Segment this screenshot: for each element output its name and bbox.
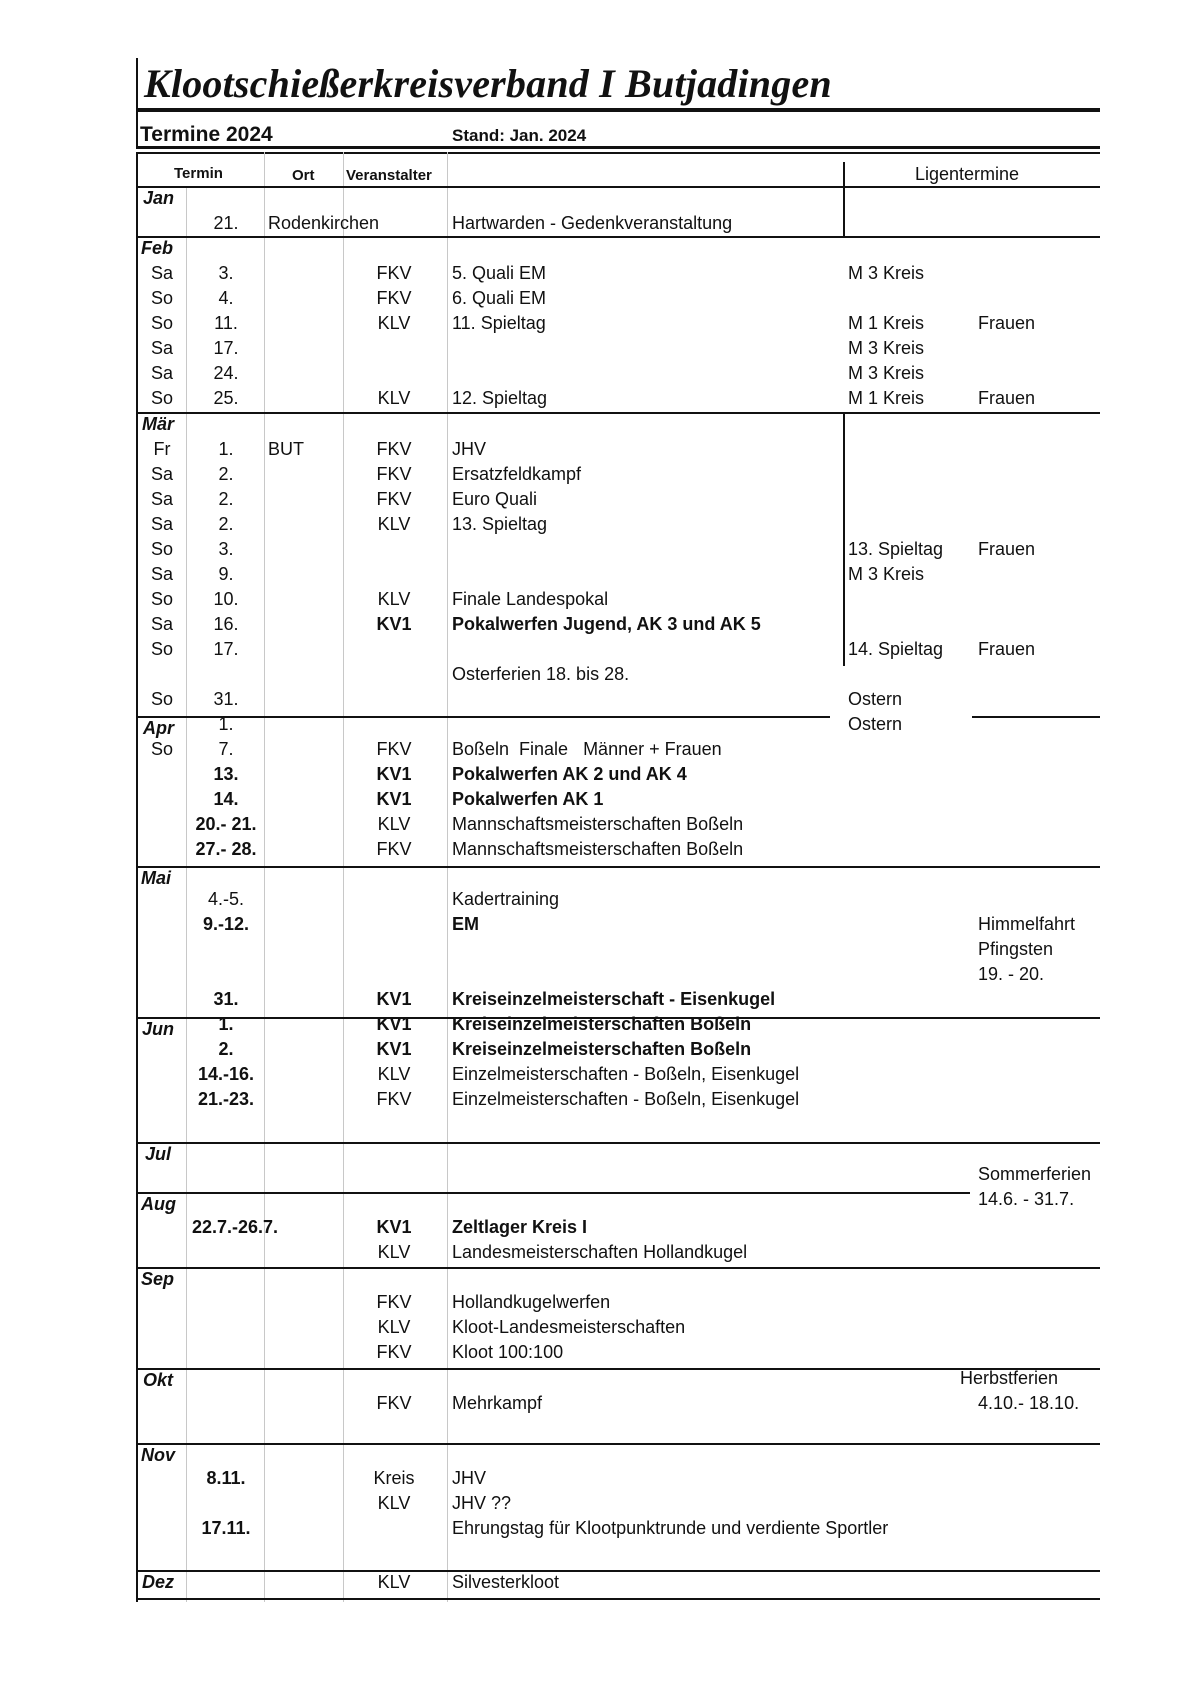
month-label: Apr [143,718,174,738]
row-event: Silvesterkloot [452,1572,560,1592]
row-date: 9. [218,564,234,584]
row-event: Landesmeisterschaften Hollandkugel [452,1242,748,1262]
title-left-rule [136,58,138,110]
stand-date: Stand: Jan. 2024 [452,126,587,145]
row-event: 11. Spieltag [452,313,546,333]
row-veranstalter: FKV [376,1393,412,1413]
row-date: 20.- 21. [195,814,257,834]
row-veranstalter: FKV [376,1089,412,1109]
row-event: Kadertraining [452,889,560,909]
row-date: 24. [213,363,239,383]
row-event: Mannschaftsmeisterschaften Boßeln [452,839,744,859]
row-event: JHV [452,1468,487,1488]
row-date: 17.11. [201,1518,251,1538]
row-veranstalter: KLV [377,1493,411,1513]
month-separator-aug [136,1192,970,1194]
row-event: Mehrkampf [452,1393,543,1413]
row-veranstalter: KLV [377,1572,411,1592]
month-separator-dez [136,1570,1100,1572]
row-event: EM [452,914,479,934]
row-liga: 14. Spieltag [848,639,944,659]
row-date: 21.-23. [197,1089,255,1109]
month-separator-okt [136,1368,1100,1370]
row-liga-frauen: Frauen [978,388,1036,408]
row-date: 31. [213,689,239,709]
table-left-border [136,152,138,1602]
row-veranstalter: KV1 [376,614,412,634]
row-veranstalter: FKV [376,464,412,484]
row-veranstalter: FKV [376,263,412,283]
row-veranstalter: KV1 [376,1039,412,1059]
row-weekday: So [150,689,174,709]
table-top-border [136,152,1100,154]
row-weekday: Sa [150,464,174,484]
row-event: Hollandkugelwerfen [452,1292,611,1312]
row-veranstalter: FKV [376,1292,412,1312]
row-liga-frauen: Frauen [978,313,1036,333]
title-underline [136,108,1100,112]
row-veranstalter: KLV [377,313,411,333]
month-label: Dez [142,1572,175,1592]
row-veranstalter: KLV [377,589,411,609]
row-date: 1. [218,439,234,459]
row-date: 27.- 28. [195,839,257,859]
row-date: 1. [218,714,234,734]
row-event: Pokalwerfen AK 2 und AK 4 [452,764,687,784]
row-date: 2. [218,464,234,484]
row-veranstalter: KLV [377,1064,411,1084]
row-liga: M 3 Kreis [848,363,925,383]
row-event: Einzelmeisterschaften - Boßeln, Eisenkugel [452,1064,800,1084]
row-weekday: So [150,288,174,308]
subtitle-underline [136,146,1100,149]
row-date: 13. [213,764,239,784]
row-veranstalter: KV1 [376,1014,412,1034]
row-liga: M 3 Kreis [848,338,925,358]
table-bottom-border [136,1598,1100,1600]
row-weekday: Sa [150,564,174,584]
month-label: Feb [141,238,174,258]
row-date: 21. [213,213,239,233]
row-date: 1. [218,1014,234,1034]
header-ort: Ort [292,167,315,184]
row-date: 4.-5. [207,889,245,909]
row-event: Ersatzfeldkampf [452,464,582,484]
row-event: Boßeln Finale Männer + Frauen [452,739,722,759]
row-veranstalter: KLV [377,388,411,408]
month-label: Aug [141,1194,176,1214]
month-separator-mai [136,866,1100,868]
subtitle: Termine 2024 [140,123,273,146]
row-date: 22.7.-26.7. [192,1217,279,1237]
row-date: 2. [218,1039,234,1059]
row-date: 16. [213,614,239,634]
row-event: Euro Quali [452,489,538,509]
row-veranstalter: Kreis [373,1468,415,1488]
row-event: Einzelmeisterschaften - Boßeln, Eisenkugel [452,1089,800,1109]
row-weekday: Sa [150,263,174,283]
row-date: 31. [213,989,239,1009]
row-ort: Rodenkirchen [268,213,380,233]
header-underline [136,186,1100,188]
month-label: Jun [142,1019,175,1039]
row-veranstalter: FKV [376,489,412,509]
row-date: 11. [214,313,238,333]
month-label: Mär [142,414,175,434]
row-veranstalter: FKV [376,839,412,859]
month-label: Jul [145,1144,172,1164]
row-veranstalter: KV1 [376,1217,412,1237]
row-liga: M 1 Kreis [848,388,925,408]
row-veranstalter: FKV [376,739,412,759]
row-date: 3. [218,263,234,283]
row-event: 13. Spieltag [452,514,548,534]
row-weekday: So [150,313,174,333]
row-note: Herbstferien [960,1368,1059,1388]
row-note: 14.6. - 31.7. [978,1189,1075,1209]
row-date: 17. [213,639,239,659]
row-liga-frauen: Frauen [978,639,1036,659]
row-event: Osterferien 18. bis 28. [452,664,630,684]
row-liga-frauen: Frauen [978,539,1036,559]
row-weekday: Sa [150,338,174,358]
header-termin: Termin [174,165,223,182]
row-date: 14. [213,789,239,809]
row-date: 25. [213,388,239,408]
row-veranstalter: FKV [376,288,412,308]
row-weekday: Sa [150,363,174,383]
month-label: Sep [141,1269,175,1289]
row-liga: M 3 Kreis [848,564,925,584]
row-weekday: Sa [150,489,174,509]
header-veranstalter: Veranstalter [346,167,432,184]
row-event: Pokalwerfen Jugend, AK 3 und AK 5 [452,614,761,634]
row-note: Pfingsten [978,939,1054,959]
col-divider-ligen-2 [843,412,845,666]
col-divider-veranstalter [447,152,448,1602]
row-liga: Ostern [848,689,903,709]
row-veranstalter: KLV [377,814,411,834]
row-date: 7. [218,739,234,759]
month-label: Okt [143,1370,174,1390]
month-label: Jan [143,188,175,208]
row-weekday: So [150,388,174,408]
row-date: 9.-12. [202,914,250,934]
row-event: Kreiseinzelmeisterschaft - Eisenkugel [452,989,776,1009]
month-separator-sep [136,1267,1100,1269]
row-weekday: So [150,539,174,559]
row-veranstalter: KV1 [376,789,412,809]
row-liga: M 3 Kreis [848,263,925,283]
row-weekday: So [150,739,174,759]
row-weekday: Sa [150,614,174,634]
col-divider-ort [343,152,344,1602]
row-date: 4. [218,288,234,308]
month-label: Nov [141,1445,176,1465]
row-event: Pokalwerfen AK 1 [452,789,604,809]
row-veranstalter: KLV [377,1317,411,1337]
month-separator-nov [136,1443,1100,1445]
row-veranstalter: KLV [377,1242,411,1262]
subtitle-left-rule [136,112,138,148]
row-date: 10. [213,589,239,609]
row-veranstalter: KV1 [376,989,412,1009]
row-liga: M 1 Kreis [848,313,925,333]
row-date: 2. [218,489,234,509]
row-note: 19. - 20. [978,964,1045,984]
month-label: Mai [141,868,172,888]
row-event: Finale Landespokal [452,589,609,609]
row-weekday: So [150,639,174,659]
row-event: Kreiseinzelmeisterschaften Boßeln [452,1039,752,1059]
row-liga: Ostern [848,714,903,734]
month-separator-mar [136,412,1100,414]
row-event: Hartwarden - Gedenkveranstaltung [452,213,733,233]
row-liga: 13. Spieltag [848,539,944,559]
row-event: 6. Quali EM [452,288,547,308]
month-separator-feb [136,236,1100,238]
row-veranstalter: FKV [376,1342,412,1362]
page-title: Klootschießerkreisverband I Butjadingen [144,61,832,106]
row-date: 3. [218,539,234,559]
header-ligentermine: Ligentermine [915,164,1020,184]
row-veranstalter: KV1 [376,764,412,784]
row-weekday: So [150,589,174,609]
col-divider-ligen-1 [843,162,845,238]
row-weekday: Sa [150,514,174,534]
row-date: 2. [218,514,234,534]
row-event: Kreiseinzelmeisterschaften Boßeln [452,1014,752,1034]
row-veranstalter: FKV [376,439,412,459]
row-date: 8.11. [206,1468,246,1488]
row-date: 14.-16. [197,1064,255,1084]
row-event: Kloot 100:100 [452,1342,564,1362]
row-event: 5. Quali EM [452,263,547,283]
row-ort: BUT [268,439,304,459]
row-date: 17. [213,338,239,358]
row-event: Ehrungstag für Klootpunktrunde und verdiente Sportler [452,1518,889,1538]
month-separator-apr-right [972,716,1100,718]
row-weekday: Fr [153,439,171,459]
row-note: 4.10.- 18.10. [978,1393,1080,1413]
row-event: JHV ?? [452,1493,512,1513]
row-veranstalter: KLV [377,514,411,534]
row-event: Kloot-Landesmeisterschaften [452,1317,686,1337]
row-event: Mannschaftsmeisterschaften Boßeln [452,814,744,834]
month-separator-jul [136,1142,1100,1144]
row-note: Sommerferien [978,1164,1092,1184]
row-event: Zeltlager Kreis I [452,1217,588,1237]
row-note: Himmelfahrt [978,914,1076,934]
row-event: JHV [452,439,487,459]
row-event: 12. Spieltag [452,388,548,408]
